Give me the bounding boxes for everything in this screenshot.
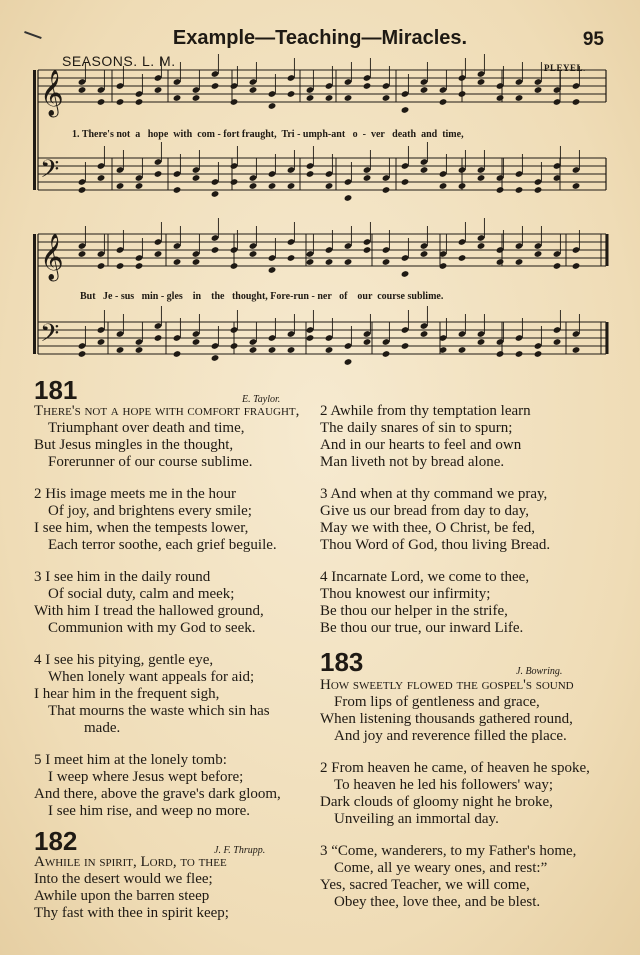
note-head	[325, 258, 334, 266]
note-head	[344, 94, 353, 102]
note-head	[382, 186, 391, 194]
stanza	[320, 403, 620, 471]
verse-line: Triumphant over death and time,	[48, 420, 245, 436]
note-head	[420, 166, 429, 174]
stanza	[320, 760, 620, 828]
verse-line: Forerunner of our course sublime.	[48, 454, 253, 470]
note-head	[401, 178, 410, 186]
note-head	[268, 266, 277, 274]
note-head	[97, 338, 106, 346]
note-head	[572, 98, 581, 106]
verse-line: Be thou our helper in the strife,	[320, 603, 508, 619]
verse-line: 3 I see him in the daily round	[34, 569, 211, 585]
verse-line: Thy fast with thee in spirit keep;	[34, 905, 229, 921]
note-head	[211, 82, 220, 90]
stanza	[320, 843, 620, 911]
note-head	[477, 174, 486, 182]
verse-line: With him I tread the hallowed ground,	[34, 603, 264, 619]
note-head	[477, 78, 486, 86]
hymn-author: J. Bowring.	[516, 666, 563, 677]
note-head	[382, 94, 391, 102]
note-head	[515, 94, 524, 102]
right-column	[320, 403, 620, 911]
note-head	[249, 346, 258, 354]
note-head	[249, 86, 258, 94]
note-head	[363, 246, 372, 254]
note-head	[287, 90, 296, 98]
note-head	[515, 186, 524, 194]
stanza	[34, 403, 314, 471]
note-head	[496, 258, 505, 266]
note-head	[287, 182, 296, 190]
note-head	[154, 170, 163, 178]
verse-line: The daily snares of sin to spurn;	[320, 420, 513, 436]
note-head	[534, 186, 543, 194]
note-head	[496, 94, 505, 102]
note-head	[458, 346, 467, 354]
verse-line: When lonely want appeals for aid;	[48, 669, 255, 685]
note-head	[211, 354, 220, 362]
note-head	[458, 254, 467, 262]
note-head	[363, 82, 372, 90]
note-head	[439, 182, 448, 190]
stanza	[320, 569, 620, 637]
note-head	[230, 342, 239, 350]
left-column	[34, 377, 314, 922]
note-head	[78, 250, 87, 258]
verse-line: Thou Word of God, thou living Bread.	[320, 537, 551, 553]
note-head	[173, 258, 182, 266]
note-head	[496, 186, 505, 194]
verse-line: 2 His image meets me in the hour	[34, 486, 237, 502]
note-head	[249, 250, 258, 258]
verse-line: Dark clouds of gloomy night he broke,	[320, 794, 553, 810]
hymn-number: 181	[34, 375, 78, 405]
verse-line: That mourns the waste which sin has	[48, 703, 270, 719]
note-head	[249, 182, 258, 190]
note-head	[154, 250, 163, 258]
note-head	[116, 346, 125, 354]
note-head	[97, 262, 106, 270]
verse-line: From lips of gentleness and grace,	[334, 694, 540, 710]
note-head	[230, 178, 239, 186]
page-title: Example—Teaching—Miracles.	[172, 27, 468, 49]
note-head	[420, 250, 429, 258]
bass-clef-icon: 𝄢	[40, 155, 60, 190]
verse-line: There's not a hope with comfort fraught,	[34, 403, 300, 419]
note-head	[306, 334, 315, 342]
note-head	[268, 182, 277, 190]
page-number: 95	[582, 29, 604, 50]
note-head	[192, 338, 201, 346]
note-head	[78, 186, 87, 194]
composer: PLEYEL.	[544, 63, 586, 73]
note-head	[173, 94, 182, 102]
verse-line: May we with thee, O Christ, be fed,	[320, 520, 535, 536]
note-head	[439, 98, 448, 106]
note-head	[401, 342, 410, 350]
verse-line: Yes, sacred Teacher, we will come,	[320, 877, 530, 893]
note-head	[154, 86, 163, 94]
verse-line: How sweetly flowed the gospel's sound	[320, 677, 574, 693]
note-head	[173, 186, 182, 194]
note-head	[268, 102, 277, 110]
verse-line: But Jesus mingles in the thought,	[34, 437, 234, 453]
verse-line: And in our hearts to feel and own	[320, 437, 522, 453]
stanza	[34, 569, 314, 637]
verse-line: To heaven he led his followers' way;	[334, 777, 554, 793]
note-head	[534, 350, 543, 358]
verse-line: I see him, when the tempests lower,	[34, 520, 249, 536]
verse-line: I weep where Jesus wept before;	[48, 769, 244, 785]
verse-line: When listening thousands gathered round,	[320, 711, 573, 727]
note-head	[192, 174, 201, 182]
hymn-number: 182	[34, 826, 78, 856]
note-head	[135, 262, 144, 270]
note-head	[306, 94, 315, 102]
note-head	[230, 262, 239, 270]
note-head	[363, 174, 372, 182]
music-score	[0, 0, 640, 370]
hymn-number: 183	[320, 647, 364, 677]
note-head	[458, 90, 467, 98]
verse-line: made.	[84, 720, 121, 736]
stanza	[34, 652, 314, 737]
note-head	[135, 182, 144, 190]
verse-line: 3 And when at thy command we pray,	[320, 486, 548, 502]
note-head	[230, 98, 239, 106]
verse-line: 3 “Come, wanderers, to my Father's home,	[320, 843, 577, 859]
note-head	[363, 338, 372, 346]
note-head	[344, 258, 353, 266]
stanza	[320, 677, 620, 745]
note-head	[306, 258, 315, 266]
note-head	[97, 174, 106, 182]
verse-line: Come, all ye weary ones, and rest:”	[334, 860, 548, 876]
note-head	[192, 258, 201, 266]
stanza	[320, 486, 620, 554]
note-head	[553, 338, 562, 346]
note-head	[78, 350, 87, 358]
note-head	[116, 98, 125, 106]
note-head	[458, 182, 467, 190]
hymn-author: J. F. Thrupp.	[214, 845, 266, 856]
verse-line: Communion with my God to seek.	[48, 620, 256, 636]
hymn-author: E. Taylor.	[242, 394, 281, 405]
note-head	[116, 182, 125, 190]
stanza	[34, 752, 314, 820]
bass-clef-icon: 𝄢	[40, 319, 60, 354]
verse-line: I hear him in the frequent sigh,	[34, 686, 220, 702]
system-bracket	[33, 70, 36, 190]
note-head	[97, 98, 106, 106]
verse-line: 2 From heaven he came, of heaven he spoke,	[320, 760, 590, 776]
note-head	[382, 258, 391, 266]
note-head	[401, 106, 410, 114]
note-head	[401, 270, 410, 278]
note-head	[572, 346, 581, 354]
lyric-line-1: 1. There's not a hope with com - fort fraught, Tri - umph-ant o - ver death and time,	[72, 129, 464, 140]
verse-line: 4 Incarnate Lord, we come to thee,	[320, 569, 530, 585]
verse-line: 5 I meet him at the lonely tomb:	[34, 752, 227, 768]
note-head	[211, 246, 220, 254]
note-head	[325, 94, 334, 102]
note-head	[553, 262, 562, 270]
note-head	[154, 334, 163, 342]
verse-line: Of joy, and brightens every smile;	[48, 503, 252, 519]
verse-line: 4 I see his pitying, gentle eye,	[34, 652, 214, 668]
note-head	[287, 346, 296, 354]
note-head	[477, 338, 486, 346]
note-head	[325, 346, 334, 354]
note-head	[173, 350, 182, 358]
note-head	[572, 182, 581, 190]
verse-line: Thou knowest our infirmity;	[320, 586, 491, 602]
note-head	[344, 358, 353, 366]
note-head	[135, 346, 144, 354]
verse-line: Be thou our true, our inward Life.	[320, 620, 524, 636]
verse-line: And joy and reverence filled the place.	[334, 728, 567, 744]
note-head	[572, 262, 581, 270]
treble-clef-icon: 𝄞	[40, 234, 64, 280]
note-head	[211, 190, 220, 198]
note-head	[515, 258, 524, 266]
note-head	[116, 262, 125, 270]
note-head	[515, 350, 524, 358]
note-head	[382, 350, 391, 358]
note-head	[78, 86, 87, 94]
note-head	[306, 170, 315, 178]
note-head	[496, 350, 505, 358]
verse-line: I see him rise, and weep no more.	[48, 803, 251, 819]
note-head	[420, 86, 429, 94]
note-head	[192, 94, 201, 102]
verse-line: Of social duty, calm and meek;	[48, 586, 235, 602]
note-head	[344, 194, 353, 202]
note-head	[420, 330, 429, 338]
system-bracket	[33, 234, 36, 354]
stanza	[34, 854, 314, 922]
note-head	[534, 250, 543, 258]
note-head	[534, 86, 543, 94]
verse-line: Unveiling an immortal day.	[334, 811, 499, 827]
note-head	[477, 242, 486, 250]
verse-line: Into the desert would we flee;	[34, 871, 213, 887]
treble-clef-icon: 𝄞	[40, 70, 64, 116]
verse-line: Awhile in spirit, Lord, to thee	[34, 854, 227, 870]
note-head	[268, 346, 277, 354]
verse-line: Man liveth not by bread alone.	[320, 454, 505, 470]
verse-line: Awhile upon the barren steep	[34, 888, 210, 904]
note-head	[325, 182, 334, 190]
verse-line: Each terror soothe, each grief beguile.	[48, 537, 277, 553]
lyric-line-2: But Je - sus min - gles in the thought, Fore-run - ner of our course sublime.	[80, 291, 444, 302]
verse-line: 2 Awhile from thy temptation learn	[320, 403, 531, 419]
note-head	[135, 98, 144, 106]
tune-name: SEASONS. L. M.	[62, 53, 176, 69]
note-head	[287, 254, 296, 262]
verse-line: Obey thee, love thee, and be blest.	[334, 894, 541, 910]
stanza	[34, 486, 314, 554]
verse-line: And there, above the grave's dark gloom,	[34, 786, 281, 802]
verse-line: Give us our bread from day to day,	[320, 503, 529, 519]
